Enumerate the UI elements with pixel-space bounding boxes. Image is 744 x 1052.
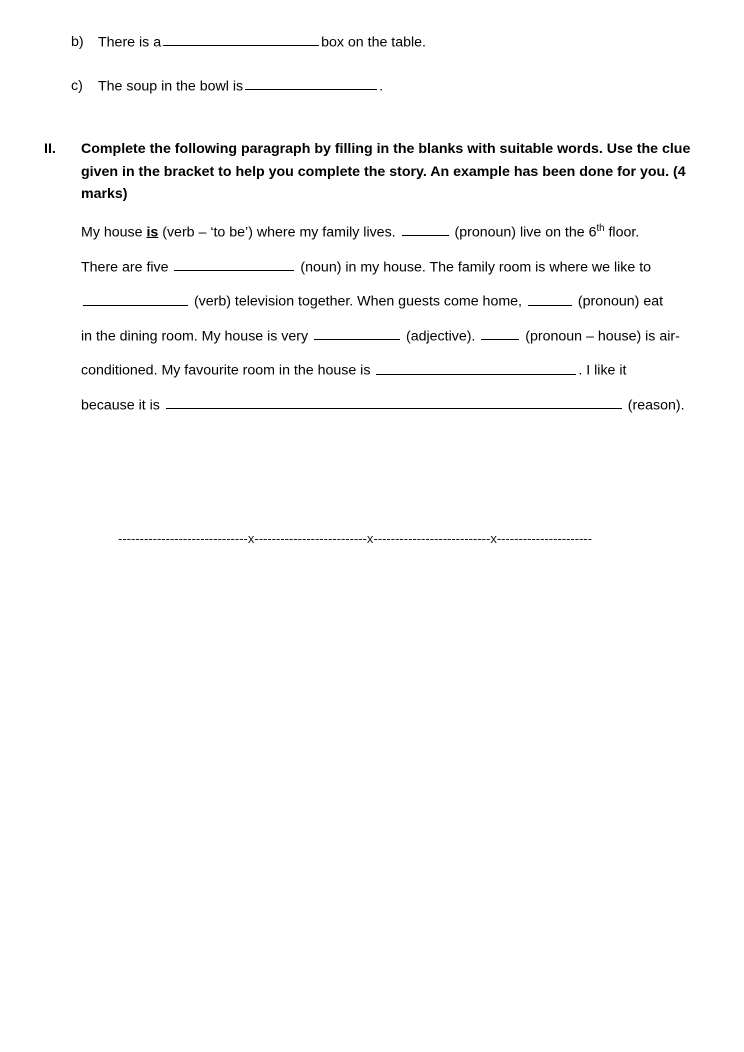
para-l6-seg3: (reason). (623, 397, 685, 414)
para-l1-seg5: (pronoun) live on the 6 (450, 224, 597, 241)
ordinal-suffix-superscript: th (596, 222, 605, 234)
section-2-heading-block (44, 138, 694, 206)
paragraph-exercise (81, 222, 689, 430)
question-c-blank[interactable] (245, 76, 377, 90)
para-l5-seg1: conditioned. My favourite room in the house is (81, 362, 375, 379)
question-b-text-before: There is a (98, 34, 162, 51)
paragraph-line-3 (81, 291, 689, 326)
question-item-b (71, 32, 426, 52)
para-l5-seg3: . I like it (578, 362, 627, 379)
paragraph-line-2 (81, 257, 689, 292)
para-blank-pronoun-1[interactable] (402, 222, 449, 236)
para-blank-favourite-room[interactable] (376, 360, 576, 374)
paragraph-line-5 (81, 360, 689, 395)
para-l1-seg3: (verb – ‘to be’) where my family lives. (158, 224, 400, 241)
section-2-numeral: II. (44, 141, 56, 157)
question-c-text-before: The soup in the bowl is (98, 78, 244, 95)
cut-line-separator: ------------------------------x--------------------------x---------------------------x---------------------- (118, 531, 593, 546)
para-l4-seg5: (pronoun – house) is air- (521, 328, 680, 345)
paragraph-line-1 (81, 222, 689, 257)
para-blank-noun[interactable] (174, 257, 294, 271)
para-l2-seg3: (noun) in my house. The family room is where we like to (296, 259, 652, 276)
para-l3-seg2: (verb) television together. When guests come home, (190, 293, 526, 310)
para-l3-seg4: (pronoun) eat (573, 293, 664, 310)
para-l1-seg1: My house (81, 224, 147, 241)
question-marker-b: b) (71, 34, 84, 51)
question-b-blank[interactable] (163, 32, 319, 46)
para-blank-reason[interactable] (166, 395, 622, 409)
para-example-answer: is (146, 224, 159, 241)
para-l4-seg1: in the dining room. My house is very (81, 328, 313, 345)
para-l1-seg7: floor. (604, 224, 640, 241)
question-b-text-after: box on the table. (321, 34, 427, 51)
paragraph-line-6 (81, 395, 689, 430)
para-l6-seg1: because it is (81, 397, 164, 414)
para-l4-seg3: (adjective). (402, 328, 480, 345)
question-text-b (98, 32, 426, 52)
section-2-instruction: Complete the following paragraph by filling in the blanks with suitable words. Use the clue given in the bracket to help you complete the story. An example has been done for you. (4 marks) (81, 141, 691, 202)
question-marker-c: c) (71, 78, 83, 95)
para-blank-adjective[interactable] (314, 326, 400, 340)
para-blank-pronoun-3[interactable] (481, 326, 519, 340)
paragraph-line-4 (81, 326, 689, 361)
question-text-c (98, 76, 383, 96)
question-item-c (71, 76, 383, 96)
question-c-text-after: . (379, 78, 384, 95)
para-blank-pronoun-2[interactable] (528, 291, 572, 305)
para-blank-verb[interactable] (83, 291, 188, 305)
para-l2-seg1: There are five (81, 259, 173, 276)
